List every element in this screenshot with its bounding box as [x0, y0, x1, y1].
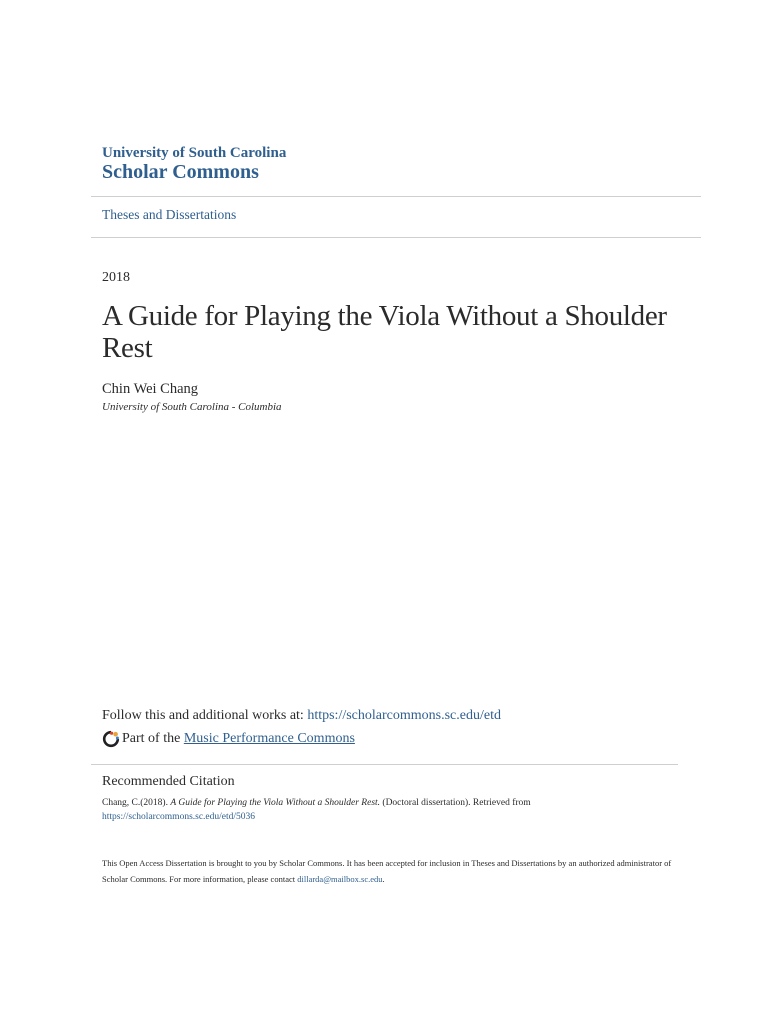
notice-text: This Open Access Dissertation is brought to you by Scholar Commons. It has been accepted for inclusion in Theses and Dissertations by an authorized administrator of Scholar Commons. For more information, please contact [102, 858, 672, 884]
institution-name[interactable]: University of South Carolina [102, 145, 287, 161]
repository-name[interactable]: Scholar Commons [102, 161, 259, 183]
open-access-notice [102, 856, 682, 887]
divider-bottom [91, 764, 678, 765]
part-of-label: Part of the [122, 731, 184, 746]
collection-link[interactable]: Theses and Dissertations [102, 207, 237, 222]
follow-line [102, 708, 501, 724]
etd-link[interactable]: https://scholarcommons.sc.edu/etd [307, 708, 501, 723]
music-performance-commons-link[interactable]: Music Performance Commons [183, 731, 355, 746]
citation-title: A Guide for Playing the Viola Without a Shoulder Rest. [170, 798, 381, 808]
citation-prefix: Chang, C.(2018). [102, 798, 171, 808]
citation-suffix: (Doctoral dissertation). Retrieved from [380, 798, 531, 808]
citation-url-link[interactable]: https://scholarcommons.sc.edu/etd/5036 [102, 812, 256, 822]
citation-heading: Recommended Citation [102, 774, 235, 789]
divider-middle [91, 237, 701, 238]
citation-text [102, 796, 702, 824]
commons-network-icon [102, 730, 120, 748]
follow-label: Follow this and additional works at: [102, 708, 308, 723]
notice-end: . [382, 873, 385, 884]
publication-year: 2018 [102, 270, 130, 285]
author-affiliation: University of South Carolina - Columbia [102, 401, 282, 413]
document-title: A Guide for Playing the Viola Without a Shoulder Rest [102, 300, 667, 364]
contact-email-link[interactable]: dillarda@mailbox.sc.edu [297, 873, 383, 884]
part-of-line [102, 730, 355, 748]
author-name: Chin Wei Chang [102, 381, 199, 397]
divider-top [91, 196, 701, 197]
